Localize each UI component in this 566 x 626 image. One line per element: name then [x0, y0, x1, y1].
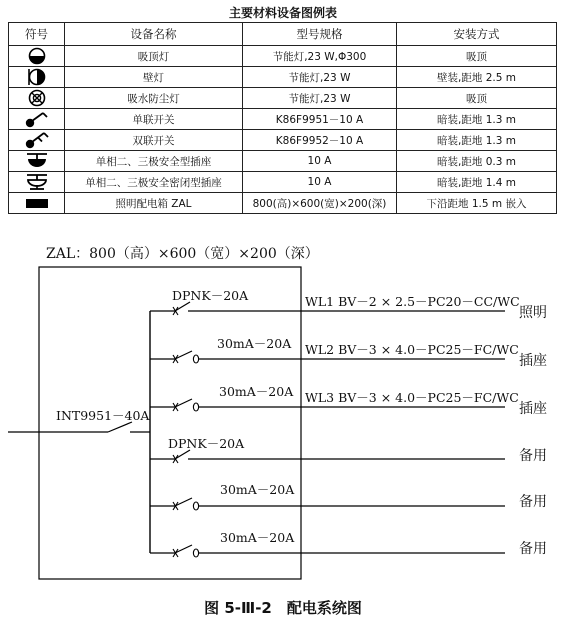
symbol-cell — [9, 46, 65, 67]
install-method: 暗装,距地 1.3 m — [397, 109, 557, 130]
wall-light-icon — [26, 68, 48, 86]
model-spec: 节能灯,23 W — [243, 88, 397, 109]
install-method: 壁装,距地 2.5 m — [397, 67, 557, 88]
symbol-cell — [9, 172, 65, 193]
header-symbol: 符号 — [9, 23, 65, 46]
table-caption: 主要材料设备图例表 — [228, 6, 337, 20]
circuit-use: 备用 — [519, 494, 547, 510]
single-switch-icon — [24, 110, 50, 128]
model-spec: 节能灯,23 W — [243, 67, 397, 88]
table-row — [9, 151, 557, 172]
breaker-label: 30mA－20A — [217, 336, 292, 351]
install-method: 暗装,距地 1.4 m — [397, 172, 557, 193]
figure-title: 图 5-Ⅲ-2 配电系统图 — [204, 599, 362, 617]
breaker-label: 30mA－20A — [220, 530, 295, 545]
circuit-use: 备用 — [519, 448, 547, 464]
table-row — [9, 172, 557, 193]
double-switch-icon — [24, 131, 50, 149]
model-spec: 800(高)×600(宽)×200(深) — [243, 193, 397, 214]
circuit-use: 插座 — [519, 353, 547, 369]
install-method: 下沿距地 1.5 m 嵌入 — [397, 193, 557, 214]
symbol-cell — [9, 67, 65, 88]
header-device-name: 设备名称 — [65, 23, 243, 46]
install-method: 吸顶 — [397, 46, 557, 67]
safety-socket-icon — [24, 152, 50, 170]
dustproof-light-icon — [26, 89, 48, 107]
table-row — [9, 193, 557, 214]
model-spec: K86F9951－10 A — [243, 109, 397, 130]
breaker-contact — [175, 302, 190, 311]
table-row — [9, 88, 557, 109]
table-row — [9, 109, 557, 130]
symbol-cell — [9, 109, 65, 130]
table-row — [9, 46, 557, 67]
cable-label: WL1 BV－2 × 2.5－PC20－CC/WC — [305, 294, 520, 309]
device-name: 吸顶灯 — [65, 46, 243, 67]
model-spec: 节能灯,23 W,Φ300 — [243, 46, 397, 67]
symbol-cell — [9, 151, 65, 172]
rcd-mark — [193, 355, 198, 363]
circuit-use: 照明 — [519, 305, 547, 321]
header-model-spec: 型号规格 — [243, 23, 397, 46]
breaker-contact — [175, 450, 190, 459]
cable-label: WL3 BV－3 × 4.0－PC25－FC/WC — [305, 390, 519, 405]
breaker-label: DPNK－20A — [172, 288, 249, 303]
install-method: 暗装,距地 0.3 m — [397, 151, 557, 172]
table-header-row — [9, 23, 557, 46]
install-method: 吸顶 — [397, 88, 557, 109]
device-name: 照明配电箱 ZAL — [65, 193, 243, 214]
rcd-mark — [193, 549, 198, 557]
breaker-label: DPNK－20A — [168, 436, 245, 451]
circuit-1 — [150, 288, 547, 321]
symbol-cell — [9, 88, 65, 109]
device-name: 壁灯 — [65, 67, 243, 88]
device-name: 单相二、三极安全密闭型插座 — [65, 172, 243, 193]
main-breaker-contact — [108, 422, 132, 432]
circuit-4 — [150, 436, 547, 464]
table-row — [9, 130, 557, 151]
circuit-3 — [150, 384, 547, 417]
rcd-mark — [193, 403, 198, 411]
distribution-system-diagram — [0, 240, 566, 590]
symbol-cell — [9, 193, 65, 214]
cable-label: WL2 BV－3 × 4.0－PC25－FC/WC — [305, 342, 519, 357]
table-row — [9, 67, 557, 88]
circuit-use: 备用 — [519, 541, 547, 557]
breaker-label: 30mA－20A — [220, 482, 295, 497]
breaker-label: 30mA－20A — [219, 384, 294, 399]
circuit-5 — [150, 482, 547, 510]
ceiling-light-icon — [26, 47, 48, 65]
device-name: 双联开关 — [65, 130, 243, 151]
model-spec: 10 A — [243, 151, 397, 172]
device-name: 单相二、三极安全型插座 — [65, 151, 243, 172]
main-breaker-label: INT9951－40A — [56, 408, 150, 423]
install-method: 暗装,距地 1.3 m — [397, 130, 557, 151]
model-spec: K86F9952－10 A — [243, 130, 397, 151]
rcd-mark — [193, 502, 198, 510]
box-label: ZAL：800（高）×600（宽）×200（深） — [46, 246, 319, 262]
sealed-socket-icon — [24, 173, 50, 191]
distribution-box-icon — [24, 196, 50, 210]
equipment-legend-table — [8, 22, 557, 214]
device-name: 单联开关 — [65, 109, 243, 130]
device-name: 吸水防尘灯 — [65, 88, 243, 109]
circuit-6 — [150, 530, 547, 557]
circuit-use: 插座 — [519, 401, 547, 417]
symbol-cell — [9, 130, 65, 151]
header-install-method: 安装方式 — [397, 23, 557, 46]
model-spec: 10 A — [243, 172, 397, 193]
circuit-2 — [150, 336, 547, 369]
